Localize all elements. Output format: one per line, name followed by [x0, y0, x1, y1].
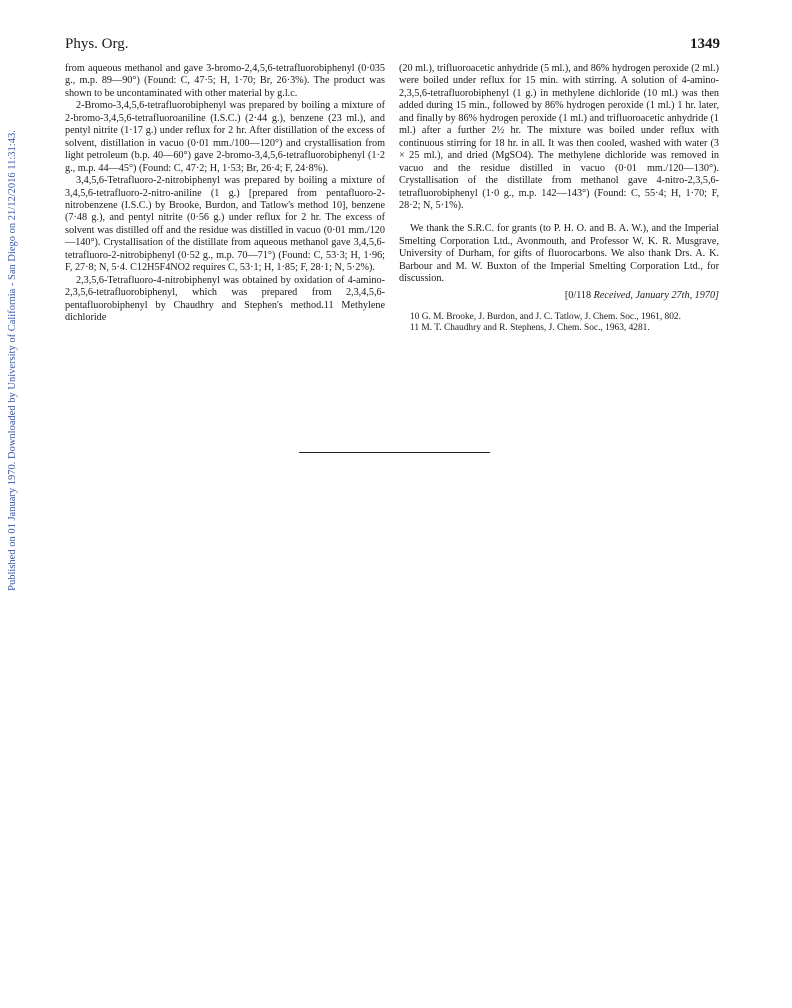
watermark-text: Published on 01 January 1970. Downloaded by University of California - San Diego on 21/12/2016 11:31:43. [6, 129, 18, 591]
paragraph-4-nitro: 2,3,5,6-Tetrafluoro-4-nitrobiphenyl was obtained by oxidation of 4-amino-2,3,5,6-tetrafluorobiphenyl, which was prepared from 2,3,4,5,6-pentafluorobiphenyl by Chaudhry and Stephen's method.11 Methylene dichloride [65, 274, 385, 324]
paragraph-2-bromo: 2-Bromo-3,4,5,6-tetrafluorobiphenyl was prepared by boiling a mixture of 2-bromo-3,4,5,6-tetrafluoroaniline (I.S.C.) (2·44 g.), benzene (23 ml.), and pentyl nitrite (1·17 g.) under reflux for 2 hr. After distillation of the excess of solvent, distillation in vacuo (0·01 mm./100—120°) and crystallisation from light petroleum (b.p. 40—60°) gave 2-bromo-3,4,5,6-tetrafluorobiphenyl (1·2 g., m.p. 44—45°) (Found: C, 47·2; H, 1·53; Br, 26·4; F, 24·8%). [65, 100, 385, 174]
paragraph-2-nitro: 3,4,5,6-Tetrafluoro-2-nitrobiphenyl was prepared by boiling a mixture of 3,4,5,6-tetrafluoro-2-nitro-aniline (1 g.) [prepared from pentafluoro-2-nitrobenzene (I.S.C.) by Brooke, Burdon, and Tatlow's method 10], benzene (7·48 g.), and pentyl nitrite (0·56 g.) under reflux for 2 hr. The excess of solvent was distilled off and the residue was distilled in vacuo (0·01 mm./120—140°). Crystallisation of the distillate from aqueous methanol gave 3,4,5,6-tetrafluoro-2-nitrobiphenyl (0·52 g., m.p. 70—71°) (Found: C, 53·3; H, 1·96; F, 27·8; N, 5·4. C12H5F4NO2 requires C, 53·1; H, 1·85; F, 28·1; N, 5·2%). [65, 175, 385, 274]
acknowledgements: We thank the S.R.C. for grants (to P. H. O. and B. A. W.), and the Imperial Smelting Corporation Ltd., Avonmouth, and Professor W. K. R. Musgrave, University of Durham, for gifts of fluorocarbons. We also thank Drs. A. K. Barbour and M. W. Buxton of the Imperial Smelting Corporation Ltd., for discussion. [399, 223, 719, 285]
paragraph-bromo-continued: from aqueous methanol and gave 3-bromo-2,4,5,6-tetrafluorobiphenyl (0·035 g., m.p. 89—90°) (Found: C, 47·5; H, 1·70; Br, 26·3%). The product was shown to be uncontaminated with other material by g.l.c. [65, 63, 385, 99]
reference-10: 10 G. M. Brooke, J. Burdon, and J. C. Tatlow, J. Chem. Soc., 1961, 802. [410, 312, 681, 323]
references [399, 312, 719, 334]
end-rule [299, 452, 490, 453]
running-header [65, 36, 720, 54]
paragraph-oxidation-continued: (20 ml.), trifluoroacetic anhydride (5 ml.), and 86% hydrogen peroxide (2 ml.) were boiled under reflux for 15 min. with stirring. A solution of 4-amino-2,3,5,6-tetrafluorobiphenyl (1 g.) in methylene dichloride (10 ml.) was then added during 15 min., followed by 86% hydrogen peroxide (1 ml.) 1 hr. later, and finally by 86% hydrogen peroxide (1 ml.) and trifluoroacetic anhydride (1 ml.) after a further 2½ hr. The mixture was boiled under reflux with continuous stirring for 18 hr. in all. It was then cooled, washed with water (3 × 25 ml.), and dried (MgSO4). The methylene dichloride was removed in vacuo and the residue distilled in vacuo (0·01 mm./120—130°). Crystallisation of the distillate from methanol gave 4-nitro-2,3,5,6-tetrafluorobiphenyl (1·0 g., m.p. 142—143°) (Found: C, 55·4; H, 1·70; F, 28·2; N, 5·1%). [399, 63, 719, 211]
page-number: 1349 [690, 36, 720, 52]
right-column [399, 63, 719, 335]
reference-11: 11 M. T. Chaudhry and R. Stephens, J. Chem. Soc., 1963, 4281. [410, 323, 650, 334]
received-line [399, 290, 719, 302]
manuscript-code: [0/118 [564, 289, 592, 301]
journal-name: Phys. Org. [65, 36, 129, 52]
left-column [65, 63, 385, 325]
received-date: Received, January 27th, 1970] [593, 289, 719, 301]
download-watermark [2, 80, 22, 640]
